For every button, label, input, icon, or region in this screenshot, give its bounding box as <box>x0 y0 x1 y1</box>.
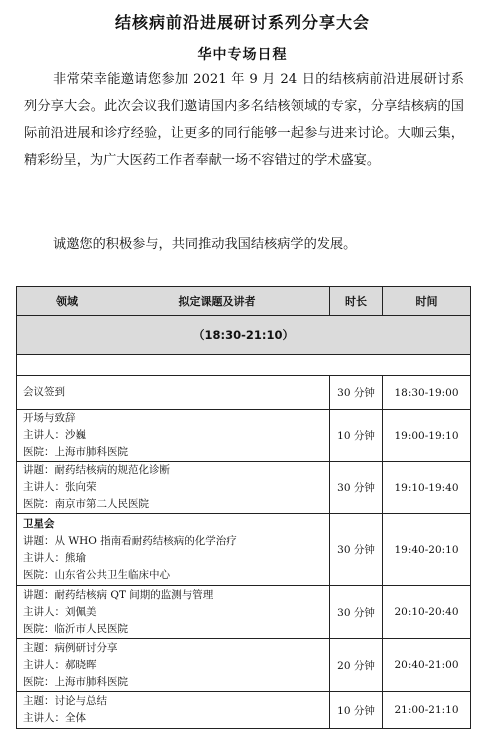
row-line: 医院：上海市肺科医院 <box>23 675 128 688</box>
table-row <box>17 410 471 462</box>
row-duration: 30 分钟 <box>330 462 383 514</box>
row-desc <box>17 514 330 586</box>
row-line: 主讲人：张向荣 <box>23 481 97 493</box>
row-duration: 30 分钟 <box>330 514 383 586</box>
blank-row <box>17 355 471 376</box>
session-row <box>17 316 471 355</box>
row-desc <box>17 410 330 462</box>
row-line: 主题：讨论与总结 <box>23 695 107 707</box>
row-line: 讲题：从 WHO 指南看耐药结核病的化学治疗 <box>23 534 237 547</box>
row-desc <box>17 462 330 514</box>
row-time: 20:40-21:00 <box>383 639 471 692</box>
closing-paragraph: 诚邀您的积极参与，共同推动我国结核病学的发展。 <box>53 237 357 252</box>
row-time: 18:30-19:00 <box>383 376 471 410</box>
row-desc <box>17 586 330 639</box>
row-line: 主讲人：熊瑜 <box>23 551 86 564</box>
sponsor-label: 卫星会 <box>23 517 55 530</box>
table-row <box>17 639 471 692</box>
row-line: 讲题：耐药结核病的规范化诊断 <box>23 464 170 476</box>
row-duration: 20 分钟 <box>330 639 383 692</box>
row-line: 主讲人：全体 <box>23 712 86 724</box>
session-time: （18:30-21:10） <box>17 316 471 355</box>
page-subtitle: 华中专场日程 <box>197 47 288 63</box>
row-line: 医院：山东省公共卫生临床中心 <box>23 568 170 581</box>
row-desc <box>17 376 330 410</box>
row-duration: 10 分钟 <box>330 692 383 729</box>
schedule-table <box>16 286 471 729</box>
row-time: 19:00-19:10 <box>383 410 471 462</box>
row-line: 主讲人：郝晓晖 <box>23 658 97 671</box>
row-time: 20:10-20:40 <box>383 586 471 639</box>
row-line: 医院：上海市肺科医院 <box>23 446 128 458</box>
row-line: 医院：南京市第二人民医院 <box>23 498 149 510</box>
row-time: 21:00-21:10 <box>383 692 471 729</box>
row-line: 主讲人：刘佩美 <box>23 605 97 618</box>
row-duration: 30 分钟 <box>330 586 383 639</box>
table-row <box>17 462 471 514</box>
row-line: 医院：临沂市人民医院 <box>23 622 128 635</box>
table-header-row <box>17 287 471 316</box>
table-row <box>17 586 471 639</box>
blank-cell <box>17 355 471 376</box>
row-line: 讲题：耐药结核病 QT 间期的监测与管理 <box>23 588 214 601</box>
table-row <box>17 514 471 586</box>
header-topic: 拟定课题及讲者 <box>178 295 256 308</box>
header-duration: 时长 <box>330 287 383 316</box>
table-row <box>17 692 471 729</box>
page-title: 结核病前沿进展研讨系列分享大会 <box>114 13 370 32</box>
header-field-topic <box>17 287 330 316</box>
row-time: 19:40-20:10 <box>383 514 471 586</box>
row-line: 主讲人：沙巍 <box>23 429 86 441</box>
row-line: 主题：病例研讨分享 <box>23 641 118 654</box>
intro-paragraph: 非常荣幸能邀请您参加 2021 年 9 月 24 日的结核病前沿进展研讨系列分享大会。此次会议我们邀请国内多名结核领域的专家，分享结核病的国际前沿进展和诊疗经验，让更多的同行能够一起参与进来讨论。大咖云集，精彩纷呈，为广大医药工作者奉献一场不容错过的学术盛宴。 <box>24 72 464 168</box>
table-row <box>17 376 471 410</box>
row-desc <box>17 639 330 692</box>
row-time: 19:10-19:40 <box>383 462 471 514</box>
row-duration: 30 分钟 <box>330 376 383 410</box>
row-desc <box>17 692 330 729</box>
row-line: 开场与致辞 <box>23 412 76 424</box>
row-line: 会议签到 <box>23 386 65 398</box>
row-duration: 10 分钟 <box>330 410 383 462</box>
header-time: 时间 <box>383 287 471 316</box>
header-field: 领域 <box>56 295 78 308</box>
